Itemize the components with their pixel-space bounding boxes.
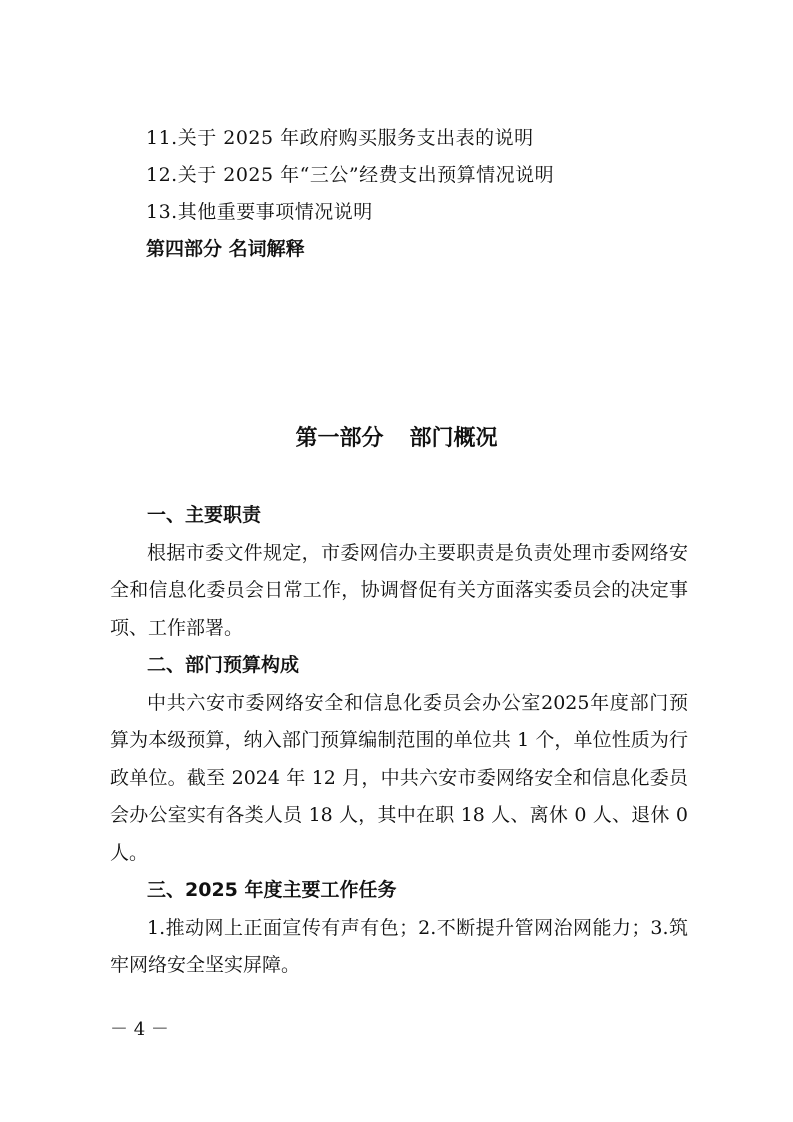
part-one-label: 第一部分: [295, 426, 384, 451]
table-of-contents: [146, 120, 666, 268]
toc-item-11: 11.关于 2025 年政府购买服务支出表的说明: [146, 127, 534, 149]
part-one-title: [0, 421, 793, 457]
part-one-name: 部门概况: [409, 426, 498, 451]
section-text-tasks: 1.推动网上正面宣传有声有色；2.不断提升管网治网能力；3.筑牢网络安全坚实屏障。: [110, 916, 688, 976]
toc-item-12: 12.关于 2025 年“三公”经费支出预算情况说明: [146, 164, 555, 186]
section-text-budget-structure: 中共六安市委网络安全和信息化委员会办公室2025年度部门预算为本级预算，纳入部门预算编制范围的单位共 1 个，单位性质为行政单位。截至 2024 年 12 月，中共六安市委网络安全和信息化委员会办公室实有各类人员 18 人，其中在职 18 人、离休 0 人、退休 0 人。: [110, 691, 688, 864]
toc-part-four: 第四部分 名词解释: [146, 238, 305, 260]
section-heading-budget-structure: 二、部门预算构成: [147, 654, 300, 676]
section-text-duties: 根据市委文件规定，市委网信办主要职责是负责处理市委网络安全和信息化委员会日常工作，协调督促有关方面落实委员会的决定事项、工作部署。: [110, 541, 688, 639]
toc-item-13: 13.其他重要事项情况说明: [146, 201, 373, 223]
document-body: [110, 497, 688, 985]
section-heading-tasks: 三、2025 年度主要工作任务: [147, 879, 397, 901]
page-number: － 4 －: [110, 1019, 169, 1040]
section-heading-duties: 一、主要职责: [147, 504, 262, 526]
